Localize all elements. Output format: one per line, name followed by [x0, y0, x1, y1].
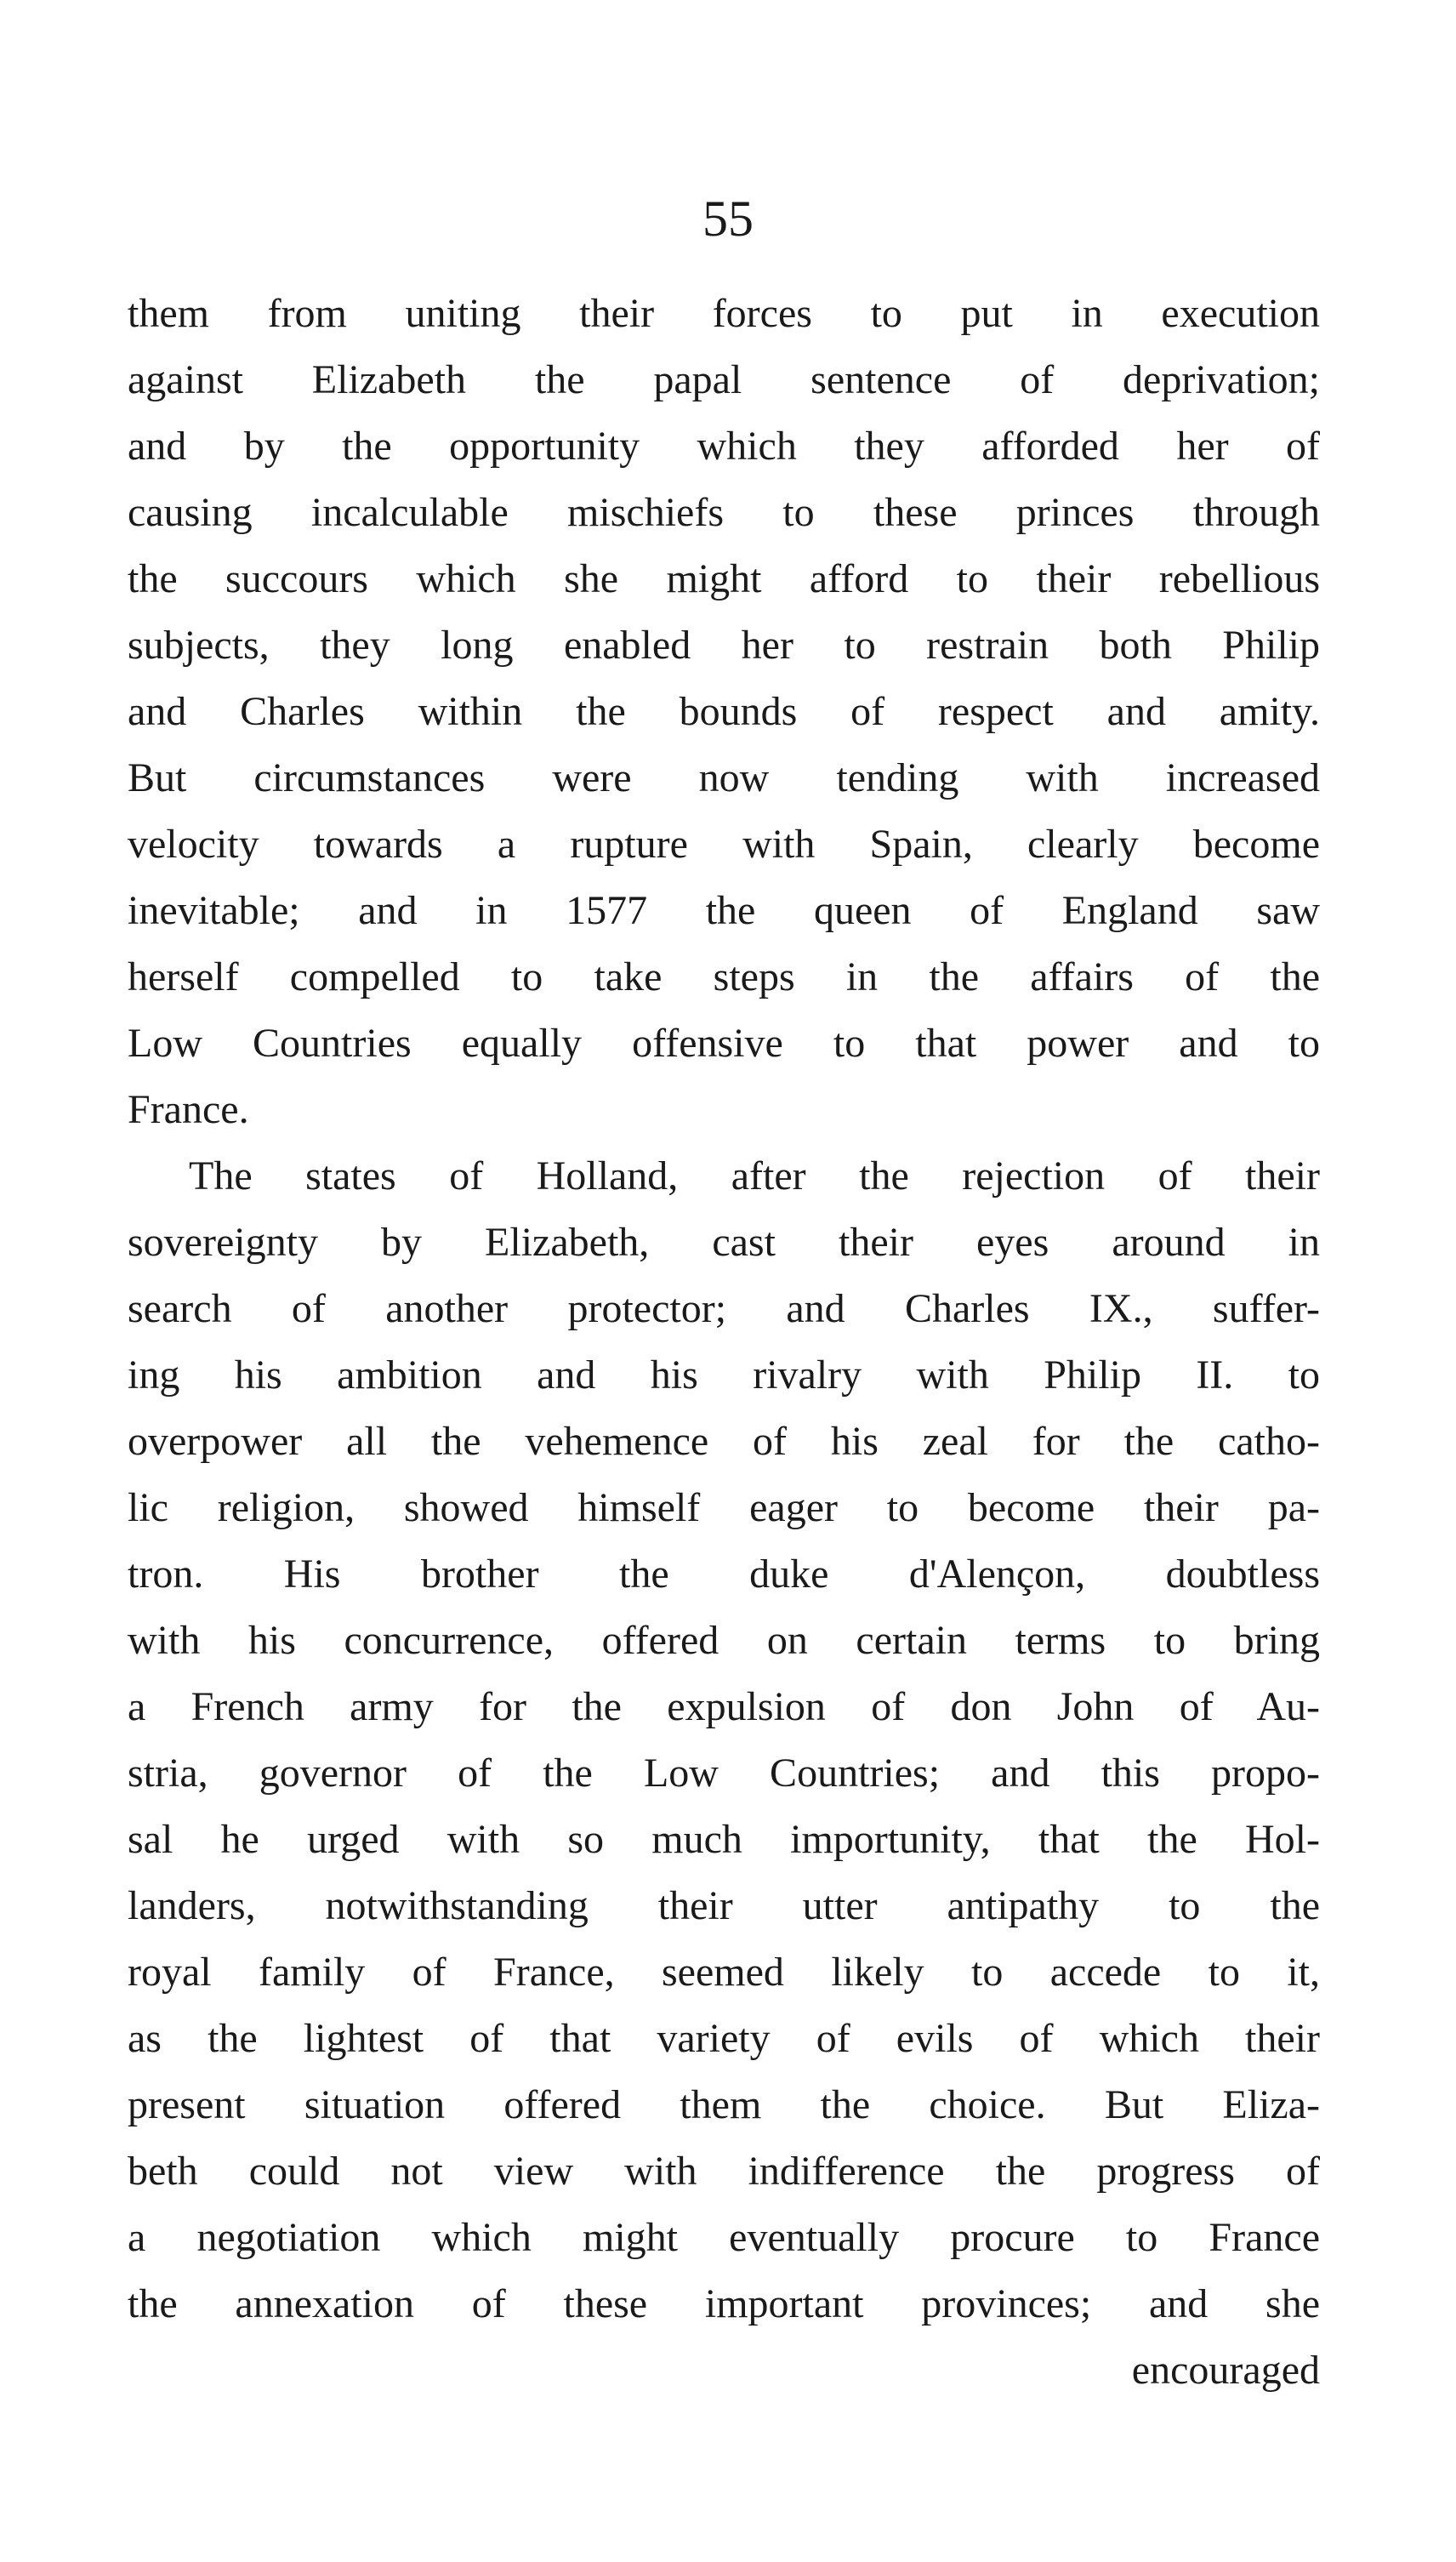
text-line: velocity towards a rupture with Spain, clearly become	[128, 822, 1320, 867]
text-line: sovereignty by Elizabeth, cast their eyes around in	[128, 1220, 1320, 1265]
text-line: with his concurrence, offered on certain terms to bring	[128, 1618, 1320, 1663]
body-text	[128, 281, 1320, 2404]
text-line: herself compelled to take steps in the affairs of the	[128, 954, 1320, 999]
text-line: the succours which she might afford to their rebellious	[128, 556, 1320, 601]
text-line: But circumstances were now tending with increased	[128, 755, 1320, 800]
text-line: stria, governor of the Low Countries; and this propo-	[128, 1751, 1320, 1796]
text-line: and Charles within the bounds of respect and amity.	[128, 689, 1320, 734]
text-line: inevitable; and in 1577 the queen of England saw	[128, 888, 1320, 933]
text-line: causing incalculable mischiefs to these princes through	[128, 490, 1320, 535]
text-line: a negotiation which might eventually procure to France	[128, 2215, 1320, 2260]
text-line: tron. His brother the duke d'Alençon, doubtless	[128, 1551, 1320, 1597]
text-line: ing his ambition and his rivalry with Philip II. to	[128, 1352, 1320, 1398]
text-line: France.	[128, 1087, 249, 1132]
page-number: 55	[702, 191, 754, 247]
text-line: them from uniting their forces to put in execution	[128, 291, 1320, 336]
text-line: search of another protector; and Charles IX., suffer-	[128, 1286, 1320, 1331]
catchword: encouraged	[1131, 2348, 1320, 2393]
text-line: the annexation of these important provinces; and she	[128, 2281, 1320, 2326]
text-line: present situation offered them the choice. But Eliza-	[128, 2082, 1320, 2127]
text-line: royal family of France, seemed likely to accede to it,	[128, 1950, 1320, 1995]
text-line: against Elizabeth the papal sentence of deprivation;	[128, 357, 1320, 402]
text-line: and by the opportunity which they afforded her of	[128, 424, 1320, 469]
text-line: Low Countries equally offensive to that power and to	[128, 1021, 1320, 1066]
text-line: beth could not view with indifference the progress of	[128, 2149, 1320, 2194]
text-line: landers, notwithstanding their utter antipathy to the	[128, 1883, 1320, 1928]
text-line: overpower all the vehemence of his zeal for the catho-	[128, 1419, 1320, 1464]
text-line: The states of Holland, after the rejection of their	[189, 1153, 1320, 1198]
text-line: a French army for the expulsion of don John of Au-	[128, 1684, 1320, 1729]
text-line: sal he urged with so much importunity, that the Hol-	[128, 1817, 1320, 1862]
text-line: as the lightest of that variety of evils of which their	[128, 2016, 1320, 2061]
text-line: lic religion, showed himself eager to become their pa-	[128, 1485, 1320, 1530]
text-line: subjects, they long enabled her to restrain both Philip	[128, 623, 1320, 668]
